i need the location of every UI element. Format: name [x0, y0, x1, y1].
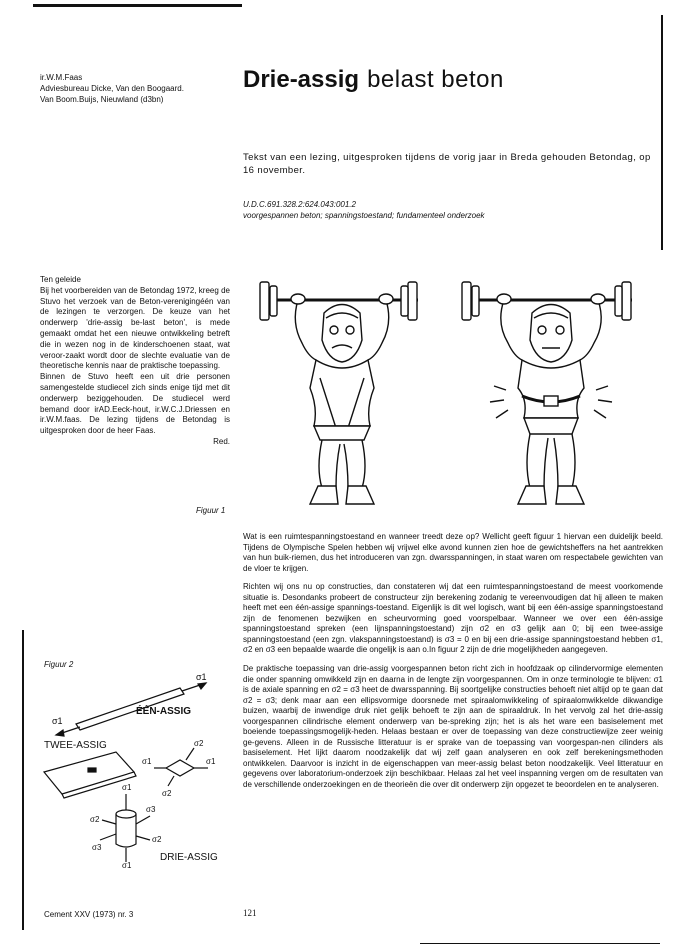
udc-block [243, 199, 663, 221]
triaxial-diagram [90, 783, 218, 868]
biaxial-sigma-1b: σ1 [206, 757, 216, 766]
triaxial-sigma-2b: σ2 [90, 815, 100, 824]
body-paragraph-3: De praktische toepassing van drie-assig voorgespannen beton richt zich in hoofdzaak op cilindervormige elementen die onder spanning omwikkeld zijn en daarna in de lengte zijn voorgespannen. Om in onze terminologie te blijven: σ1 is de axiale spanning en σ2 = σ3 heet de dwarsspanning. Bij soortgelijke constructies behoeft niet altijd op te gaan dat σ2 = σ3; denk maar aan een ellipsvormige doorsnede met spiraalomwikkeling of spiraalomwikkelde dikwandige buizen, waarbij de inwendige druk niet gelijk behoeft te zijn aan de spiraaldruk. In het vervolg zal het drie-assig voorgespannen cilindrische element onderwerp van be-spreking zijn; het is als het ware een basiselement met boeiende toepassingsmogelijk-heden. Helaas bestaan er over de toepassing van deze constructiewijze zeer weinig ge-gevens. Alleen in de Russische litteratuur is er sprake van de toepassing van voorgespan-nen cilinders als basiselement. Het lijkt daarom noodzakelijk dat wij zelf gaan analyseren en ook zelf berekeningsmethoden ontwikkelen. Daarvoor is inzicht in de eigenschappen van meer-assig belast beton noodzakelijk. Veel litteratuur en gegevens over laboratorium-onderzoek zijn beschikbaar. Helaas zal het veel inspanning vergen om de resultaten van de verschillende onderzoekingen en de theorieën die over dit onderwerp zijn opgezet te beoordelen en te analyseren. [243, 664, 663, 790]
udc-keywords: voorgespannen beton; spanningstoestand; fundamenteel onderzoek [243, 211, 485, 220]
page-number: 121 [243, 908, 257, 918]
body-paragraph-1: Wat is een ruimtespanningstoestand en wanneer treedt deze op? Wellicht geeft figuur 1 hiervan een duidelijk beeld. Tijdens de Olympische Spelen hebben wij vrijwel elke avond kunnen zien hoe de gewichtsheffers na het aantrekken van hun buik-riemen, dus het introduceren van zgn. dwarsspanningen, in staat waren om respectabele gewichten van de vloer te krijgen. [243, 532, 663, 573]
figure-2-stress-states [30, 672, 240, 868]
body-text [243, 532, 663, 799]
triaxial-sigma-1-top: σ1 [122, 783, 132, 792]
triaxial-sigma-2a: σ2 [152, 835, 162, 844]
article-title [243, 66, 504, 94]
lead-signature: Red. [213, 436, 230, 446]
body-paragraph-2: Richten wij ons nu op constructies, dan constateren wij dat een ruimtespanningstoestand de meest voorkomende situatie is. Desondanks probeert de constructeur zijn berekening zodanig te vereenvoudigen dat hij alleen te maken heeft met een één-assige spannings-toestand. Eigenlijk is dit wel logisch, want bij een één-assige spanningstoestand zijn de fenomenen bezwijken en scheurvorming goed voorspelbaar. Wanneer we over een één-assige spanningstoestand spreken (een lijnspanningstoestand) zijn σ2 en σ3 gelijk aan 0; bij een twee-assige spanningstoestand (een zgn. vlakspanningstoestand) is σ3 = 0 en bij een drie-assige spanningstoestand hebben σ1, σ2 en σ3 een bepaalde waarde die ongelijk is aan o.In figuur 2 zijn de drie mogelijkheden aangegeven. [243, 582, 663, 655]
author-affiliation: Adviesbureau Dicke, Van den Boogaard. [40, 84, 184, 93]
journal-footer: Cement XXV (1973) nr. 3 [44, 910, 134, 919]
udc-code: U.D.C.691.328.2:624.043:001.2 [243, 200, 356, 209]
title-rest: belast beton [367, 66, 504, 93]
lifter-left [260, 282, 418, 504]
triaxial-sigma-1-bottom: σ1 [122, 861, 132, 868]
triaxial-sigma-3b: σ3 [92, 843, 102, 852]
title-bold: Drie-assig [243, 66, 360, 93]
figure-2-caption: Figuur 2 [44, 660, 74, 669]
author-block [40, 72, 240, 105]
lead-paragraph-1: Bij het voorbereiden van de Betondag 1972, kreeg de Stuvo het verzoek van de Beton-verenigingéén van de lezingen te verzorgen. De keuze van het onderwerp 'drie-assig be-last beton', is mede gemaakt omdat het een nieuwe ontwikkeling betreft die in wezen nog in de kinderschoenen staat, wat veroor-zaakt wordt door de slechte evaluatie van de theoretische kennis naar de praktische toepassing. [40, 285, 230, 371]
uniaxial-diagram [52, 672, 207, 736]
biaxial-sigma-2a: σ2 [194, 739, 204, 748]
author-address: Van Boom.Buijs, Nieuwland (d3bn) [40, 95, 164, 104]
uniaxial-sigma-right: σ1 [196, 672, 207, 682]
lifter-right [462, 282, 632, 504]
triaxial-sigma-3a: σ3 [146, 805, 156, 814]
left-margin-rule [22, 630, 24, 930]
lead-column [40, 275, 230, 448]
biaxial-sigma-1a: σ1 [142, 757, 152, 766]
lead-paragraph-2: Binnen de Stuvo heeft een uit drie personen samengestelde studiecel zich sinds enige tijd met dit onderwerp beziggehouden. De studiecel werd bemand door irAD.Eeck-hout, ir.W.C.J.Driessen en ir.W.M.faas. De lezing tijdens de Betondag is uitgesproken door de heer Faas. [40, 372, 230, 436]
top-rule [33, 4, 242, 7]
bottom-rule [420, 943, 660, 944]
uniaxial-sigma-left: σ1 [52, 716, 63, 726]
figure-1-caption: Figuur 1 [196, 506, 226, 515]
author-name: ir.W.M.Faas [40, 73, 83, 82]
figure-1-weightlifters [236, 268, 656, 513]
lead-heading: Ten geleide [40, 275, 81, 284]
intro-text: Tekst van een lezing, uitgesproken tijdens de vorig jaar in Breda gehouden Betondag, op 16 november. [243, 152, 651, 176]
triaxial-label: DRIE-ASSIG [160, 852, 218, 863]
uniaxial-label: ÉÉN-ASSIG [136, 706, 192, 717]
biaxial-label: TWEE-ASSIG [44, 740, 107, 751]
biaxial-sigma-2b: σ2 [162, 789, 172, 798]
